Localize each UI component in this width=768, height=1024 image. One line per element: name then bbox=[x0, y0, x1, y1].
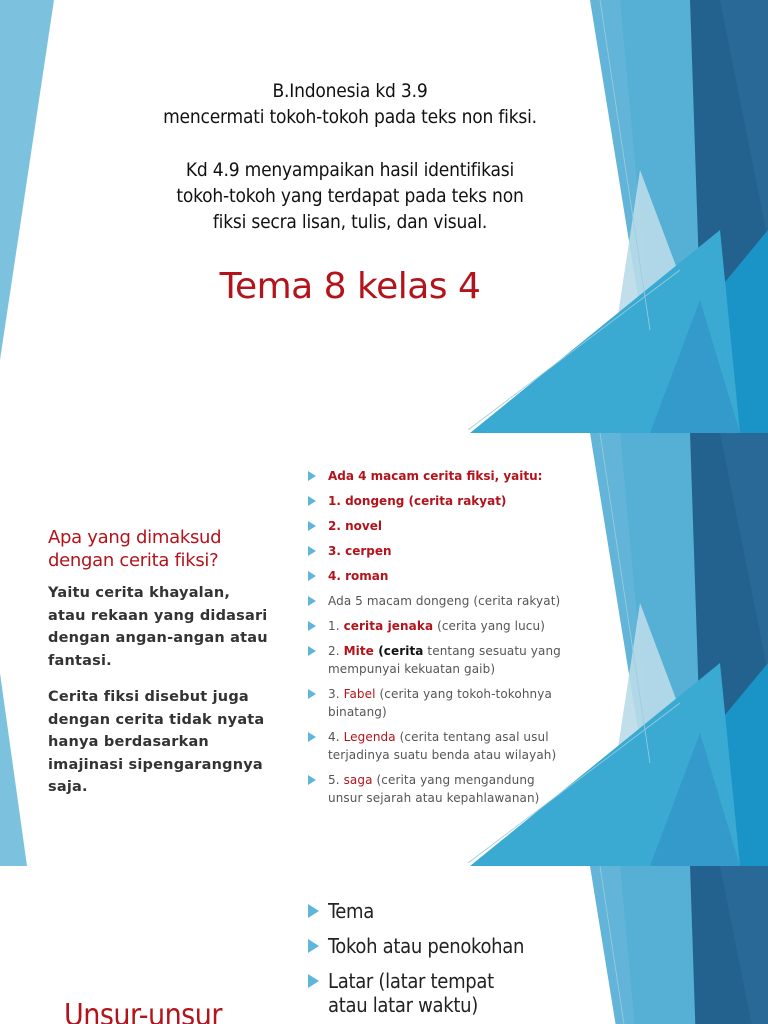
list-item-text: Tema bbox=[328, 899, 375, 923]
triangle-bullet-icon bbox=[308, 646, 316, 656]
kd-3-9-text bbox=[60, 78, 640, 130]
list-item-text: 2. novel bbox=[328, 519, 382, 533]
triangle-bullet-icon bbox=[308, 621, 316, 631]
item-description: (cerita tentang asal usul bbox=[395, 730, 549, 744]
explanation-line: saja. bbox=[48, 779, 88, 796]
subject-line: B.Indonesia kd 3.9 bbox=[272, 80, 428, 102]
list-item bbox=[306, 899, 524, 923]
item-number: 1. bbox=[328, 619, 344, 633]
triangle-bullet-icon bbox=[308, 939, 319, 953]
item-term: Legenda bbox=[343, 730, 396, 744]
slide-1 bbox=[0, 0, 768, 433]
triangle-bullet-icon bbox=[308, 732, 316, 742]
triangle-bullet-icon bbox=[308, 974, 319, 988]
item-term: Mite bbox=[343, 644, 374, 658]
item-number: 3. bbox=[328, 687, 344, 701]
definition-line: fantasi. bbox=[48, 652, 112, 669]
explanation-line: Cerita fiksi disebut juga bbox=[48, 689, 249, 705]
list-item-text: Latar (latar tempat bbox=[328, 969, 494, 993]
kd-4-9-line-3: fiksi secra lisan, tulis, dan visual. bbox=[212, 211, 488, 233]
list-item-text: Tokoh atau penokohan bbox=[328, 934, 525, 958]
list-item-text: 4. roman bbox=[328, 569, 389, 583]
theme-title: Tema 8 kelas 4 bbox=[219, 266, 481, 307]
item-description-cont: binatang) bbox=[328, 705, 387, 719]
item-term: saga bbox=[343, 773, 373, 787]
triangle-bullet-icon bbox=[308, 571, 316, 581]
item-description: (cerita yang tokoh-tokohnya bbox=[375, 687, 552, 701]
item-description-cont: unsur sejarah atau kepahlawanan) bbox=[328, 791, 540, 805]
triangle-bullet-icon bbox=[308, 689, 316, 699]
list-item bbox=[306, 685, 596, 721]
list-item bbox=[306, 771, 596, 807]
list-item bbox=[306, 492, 596, 510]
fiction-types-list bbox=[306, 467, 596, 814]
explanation-paragraph bbox=[48, 686, 288, 799]
question-line-2: dengan cerita fiksi? bbox=[48, 550, 219, 571]
elements-list bbox=[306, 899, 524, 1024]
list-item bbox=[306, 592, 596, 610]
item-number: 5. bbox=[328, 773, 344, 787]
question-line-1: Apa yang dimaksud bbox=[48, 527, 222, 548]
kd-4-9-line-2: tokoh-tokoh yang terdapat pada teks non bbox=[176, 185, 524, 207]
triangle-bullet-icon bbox=[308, 596, 316, 606]
triangle-bullet-icon bbox=[308, 521, 316, 531]
triangle-bullet-icon bbox=[308, 471, 316, 481]
item-description: tentang sesuatu yang bbox=[423, 644, 561, 658]
list-item-text-cont: atau latar waktu) bbox=[328, 993, 478, 1017]
list-item bbox=[306, 567, 596, 585]
elements-title: Unsur-unsur bbox=[64, 998, 222, 1024]
definition-line: Yaitu cerita khayalan, bbox=[48, 585, 231, 601]
item-description: (cerita yang mengandung bbox=[372, 773, 535, 787]
item-description-cont: mempunyai kekuatan gaib) bbox=[328, 662, 496, 676]
triangle-bullet-icon bbox=[308, 496, 316, 506]
definition-paragraph bbox=[48, 582, 288, 672]
list-item-text: 1. dongeng (cerita rakyat) bbox=[328, 494, 507, 508]
item-term-suffix: (cerita bbox=[373, 644, 424, 658]
kd-4-9-line-1: Kd 4.9 menyampaikan hasil identifikasi bbox=[185, 159, 515, 181]
definition-line: atau rekaan yang didasari bbox=[48, 607, 268, 624]
item-number: 2. bbox=[328, 644, 344, 658]
slide-2 bbox=[0, 433, 768, 866]
list-item-text: Ada 4 macam cerita fiksi, yaitu: bbox=[328, 469, 543, 483]
question-heading bbox=[48, 526, 288, 572]
list-item bbox=[306, 728, 596, 764]
list-item bbox=[306, 969, 524, 1017]
slide-3 bbox=[0, 866, 768, 1024]
list-item-text: 3. cerpen bbox=[328, 544, 392, 558]
explanation-line: imajinasi sipengarangnya bbox=[48, 756, 263, 773]
explanation-line: hanya berdasarkan bbox=[48, 734, 209, 751]
explanation-line: dengan cerita tidak nyata bbox=[48, 711, 265, 728]
list-item bbox=[306, 934, 524, 958]
triangle-bullet-icon bbox=[308, 904, 319, 918]
triangle-bullet-icon bbox=[308, 775, 316, 785]
list-item bbox=[306, 517, 596, 535]
list-item bbox=[306, 542, 596, 560]
list-item bbox=[306, 617, 596, 635]
item-number: 4. bbox=[328, 730, 344, 744]
list-item bbox=[306, 642, 596, 678]
triangle-bullet-icon bbox=[308, 546, 316, 556]
kd-3-9-description: mencermati tokoh-tokoh pada teks non fiksi. bbox=[163, 106, 537, 128]
definition-line: dengan angan-angan atau bbox=[48, 630, 268, 647]
item-description-cont: terjadinya suatu benda atau wilayah) bbox=[328, 748, 557, 762]
list-item bbox=[306, 467, 596, 485]
kd-4-9-text bbox=[60, 157, 640, 235]
item-term: cerita jenaka bbox=[343, 619, 434, 633]
item-description: (cerita yang lucu) bbox=[433, 619, 545, 633]
item-term: Fabel bbox=[343, 687, 376, 701]
list-item-text: Ada 5 macam dongeng (cerita rakyat) bbox=[328, 594, 561, 608]
